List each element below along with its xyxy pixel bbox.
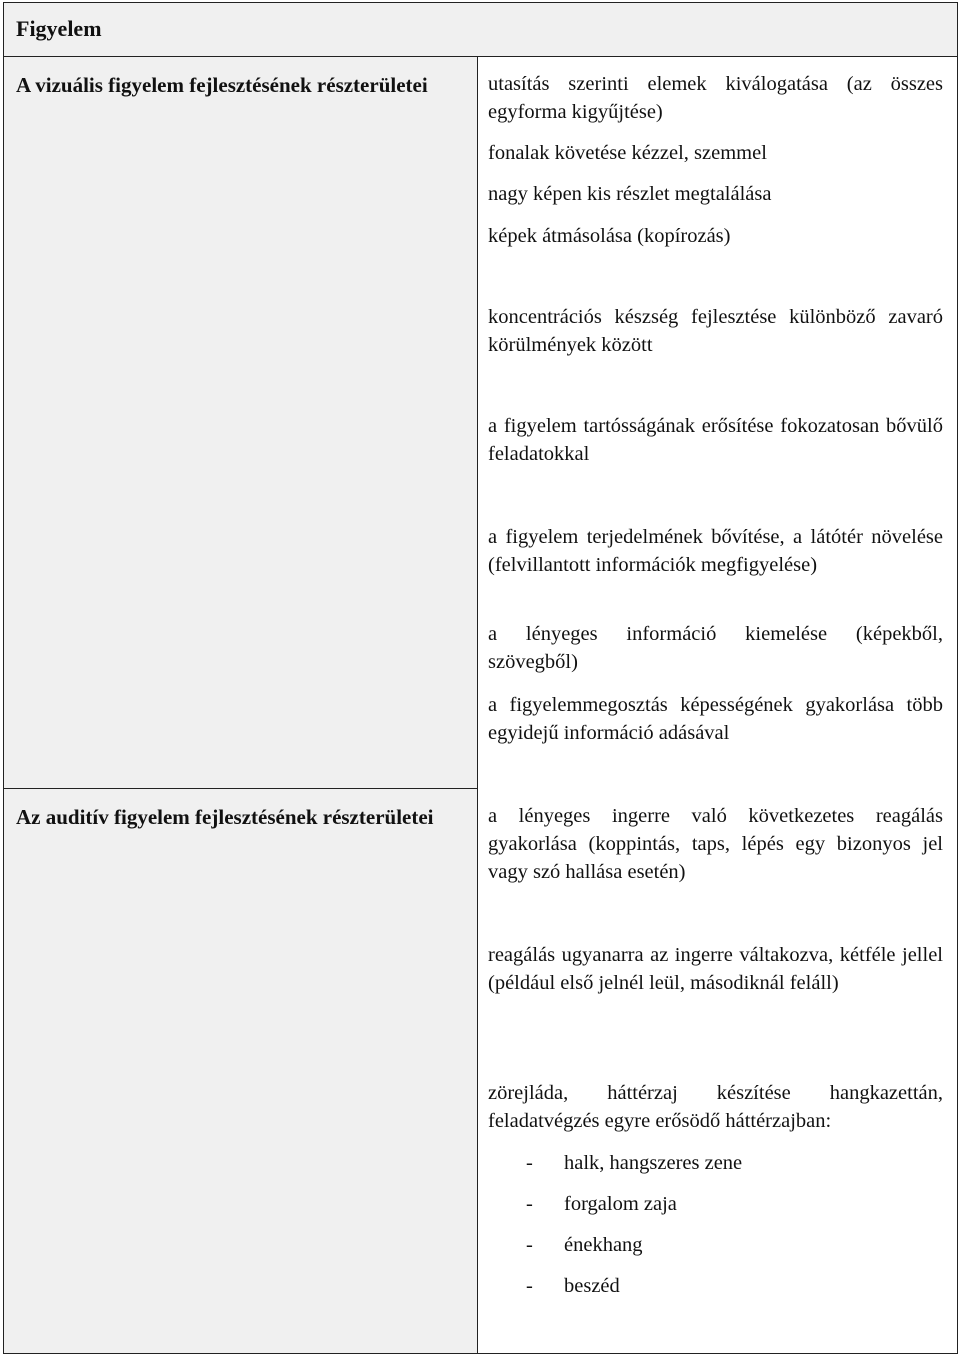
list-item: koncentrációs készség fejlesztése különböző zavaró körülmények között <box>488 306 943 356</box>
row-divider <box>4 788 478 789</box>
auditory-section-label: Az auditív figyelem fejlesztésének részterületei <box>16 805 434 829</box>
list-item: a figyelem terjedelmének bővítése, a látótér növelése (felvillantott információk megfigyelése) <box>488 526 943 576</box>
list-item: képek átmásolása (kopírozás) <box>488 225 731 247</box>
list-item: zörejláda, háttérzaj készítése hangkazettán, feladatvégzés egyre erősödő háttérzajban: <box>488 1082 943 1132</box>
list-item: a figyelem tartósságának erősítése fokozatosan bővülő feladatokkal <box>488 415 943 465</box>
bullet-dash: - <box>526 1152 533 1174</box>
sublist-item <box>526 1231 643 1259</box>
list-item: utasítás szerinti elemek kiválogatása (az összes egyforma kigyűjtése) <box>488 73 943 123</box>
bullet-dash: - <box>526 1234 533 1256</box>
sublist-item-text: halk, hangszeres zene <box>564 1152 743 1174</box>
table-title: Figyelem <box>16 16 102 41</box>
category-column <box>4 57 478 1353</box>
sublist-item <box>526 1272 620 1300</box>
visual-section-label: A vizuális figyelem fejlesztésének részterületei <box>16 73 428 97</box>
sublist-item <box>526 1149 742 1177</box>
list-item: a lényeges információ kiemelése (képekből, szövegből) <box>488 623 943 673</box>
sublist-item-text: beszéd <box>564 1275 620 1297</box>
bullet-dash: - <box>526 1275 533 1297</box>
sublist-item <box>526 1190 677 1218</box>
list-item: a lényeges ingerre való következetes reagálás gyakorlása (koppintás, taps, lépés egy bizonyos jel vagy szó hallása esetén) <box>488 805 943 883</box>
sublist-item-text: énekhang <box>564 1234 643 1256</box>
sublist-item-text: forgalom zaja <box>564 1193 677 1215</box>
list-item: fonalak követése kézzel, szemmel <box>488 142 767 164</box>
list-item: reagálás ugyanarra az ingerre váltakozva, kétféle jellel (például első jelnél leül, másodiknál feláll) <box>488 944 943 994</box>
list-item: a figyelemmegosztás képességének gyakorlása több egyidejű információ adásával <box>488 694 943 744</box>
bullet-dash: - <box>526 1193 533 1215</box>
list-item: nagy képen kis részlet megtalálása <box>488 183 772 205</box>
table-header <box>4 3 957 57</box>
